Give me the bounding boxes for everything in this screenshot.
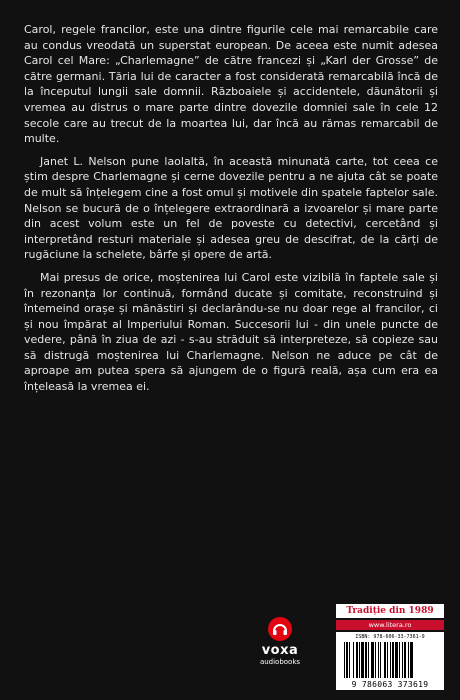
barcode-bar bbox=[404, 642, 406, 678]
barcode-bar bbox=[359, 642, 360, 678]
publisher-logo bbox=[254, 616, 306, 667]
barcode-bar bbox=[392, 642, 394, 678]
barcode-bar bbox=[375, 642, 376, 678]
barcode-bar bbox=[353, 642, 354, 678]
barcode-bar bbox=[346, 642, 348, 678]
barcode-bar bbox=[390, 642, 391, 678]
barcode-bar bbox=[399, 642, 400, 678]
publisher-name: voxa bbox=[261, 643, 299, 658]
blurb-paragraph: Carol, regele francilor, este una dintre figurile cele mai remarcabile care au condus vreodată un superstat european. De aceea este numit adesea Carol cel Mare: „Charlemagne” de către francezi și „Karl der Grosse” de către germani. Tăria lui de caracter a fost considerată remarcabilă încă de la începutul lungii sale domnii. Războaiele și accidentele, dăunătorii și vremea au distrus o mare parte dintre dovezile domniei sale în cele 12 secole care au trecut de la moartea lui, dar încă au rămas remarcabil de multe. bbox=[24, 23, 438, 146]
isbn-label: ISBN: 978-606-33-7361-9 bbox=[355, 634, 425, 640]
barcode-bar bbox=[378, 642, 379, 678]
barcode-bar bbox=[410, 642, 413, 678]
back-cover-blurb bbox=[24, 22, 438, 402]
publisher-subtitle: audiobooks bbox=[259, 658, 301, 666]
headphones-icon bbox=[267, 616, 293, 642]
barcode-bar bbox=[371, 642, 374, 678]
barcode-bar bbox=[344, 642, 345, 678]
blurb-paragraph: Janet L. Nelson pune laolaltă, în această minunată carte, tot ceea ce știm despre Charlemagne și cerne dovezile pentru a ne ajuta cât se poate de mult să înțelegem cine a fost omul și motivele din spatele faptelor sale. Nelson se bucură de o înțelegere extraordinară a izvoarelor și mare parte din acest volum este un fel de poveste cu detectivi, cercetând și interpretând resturi materiale și adesea greu de descifrat, de la cărți de rugăciune la schelete, bârfe și opere de artă. bbox=[24, 154, 438, 262]
tradition-label: Tradiție din 1989 bbox=[336, 604, 444, 618]
barcode-bar bbox=[395, 642, 398, 678]
website-label: www.litera.ro bbox=[336, 620, 444, 630]
barcode-panel bbox=[336, 632, 444, 690]
barcode-bar bbox=[368, 642, 369, 678]
barcode-bar bbox=[387, 642, 388, 678]
barcode-bar bbox=[365, 642, 367, 678]
barcode-bar bbox=[408, 642, 409, 678]
barcode-bar bbox=[349, 642, 350, 678]
barcode-bar bbox=[356, 642, 358, 678]
barcode-icon bbox=[344, 642, 436, 678]
barcode-bar bbox=[402, 642, 403, 678]
barcode-bar bbox=[361, 642, 364, 678]
ean-number: 9 786063 373619 bbox=[351, 680, 429, 689]
barcode-bar bbox=[380, 642, 381, 678]
blurb-paragraph: Mai presus de orice, moștenirea lui Carol este vizibilă în faptele sale și în rezonanța lor continuă, formând ducate și comitate, reconstruind și întemeind orașe și mănăstiri și declarându-se nu doar rege al francilor, ci și nou împărat al Imperiului Roman. Succesorii lui - din unele puncte de vedere, până în ziua de azi - s-au străduit să interpreteze, să copieze sau să distrugă moștenirea lui Charlemagne. Nelson ne aduce pe cât de aproape am putea spera să ajungem de o figură reală, așa cum era ea înțeleasă la vremea ei. bbox=[24, 270, 438, 394]
barcode-bar bbox=[384, 642, 386, 678]
